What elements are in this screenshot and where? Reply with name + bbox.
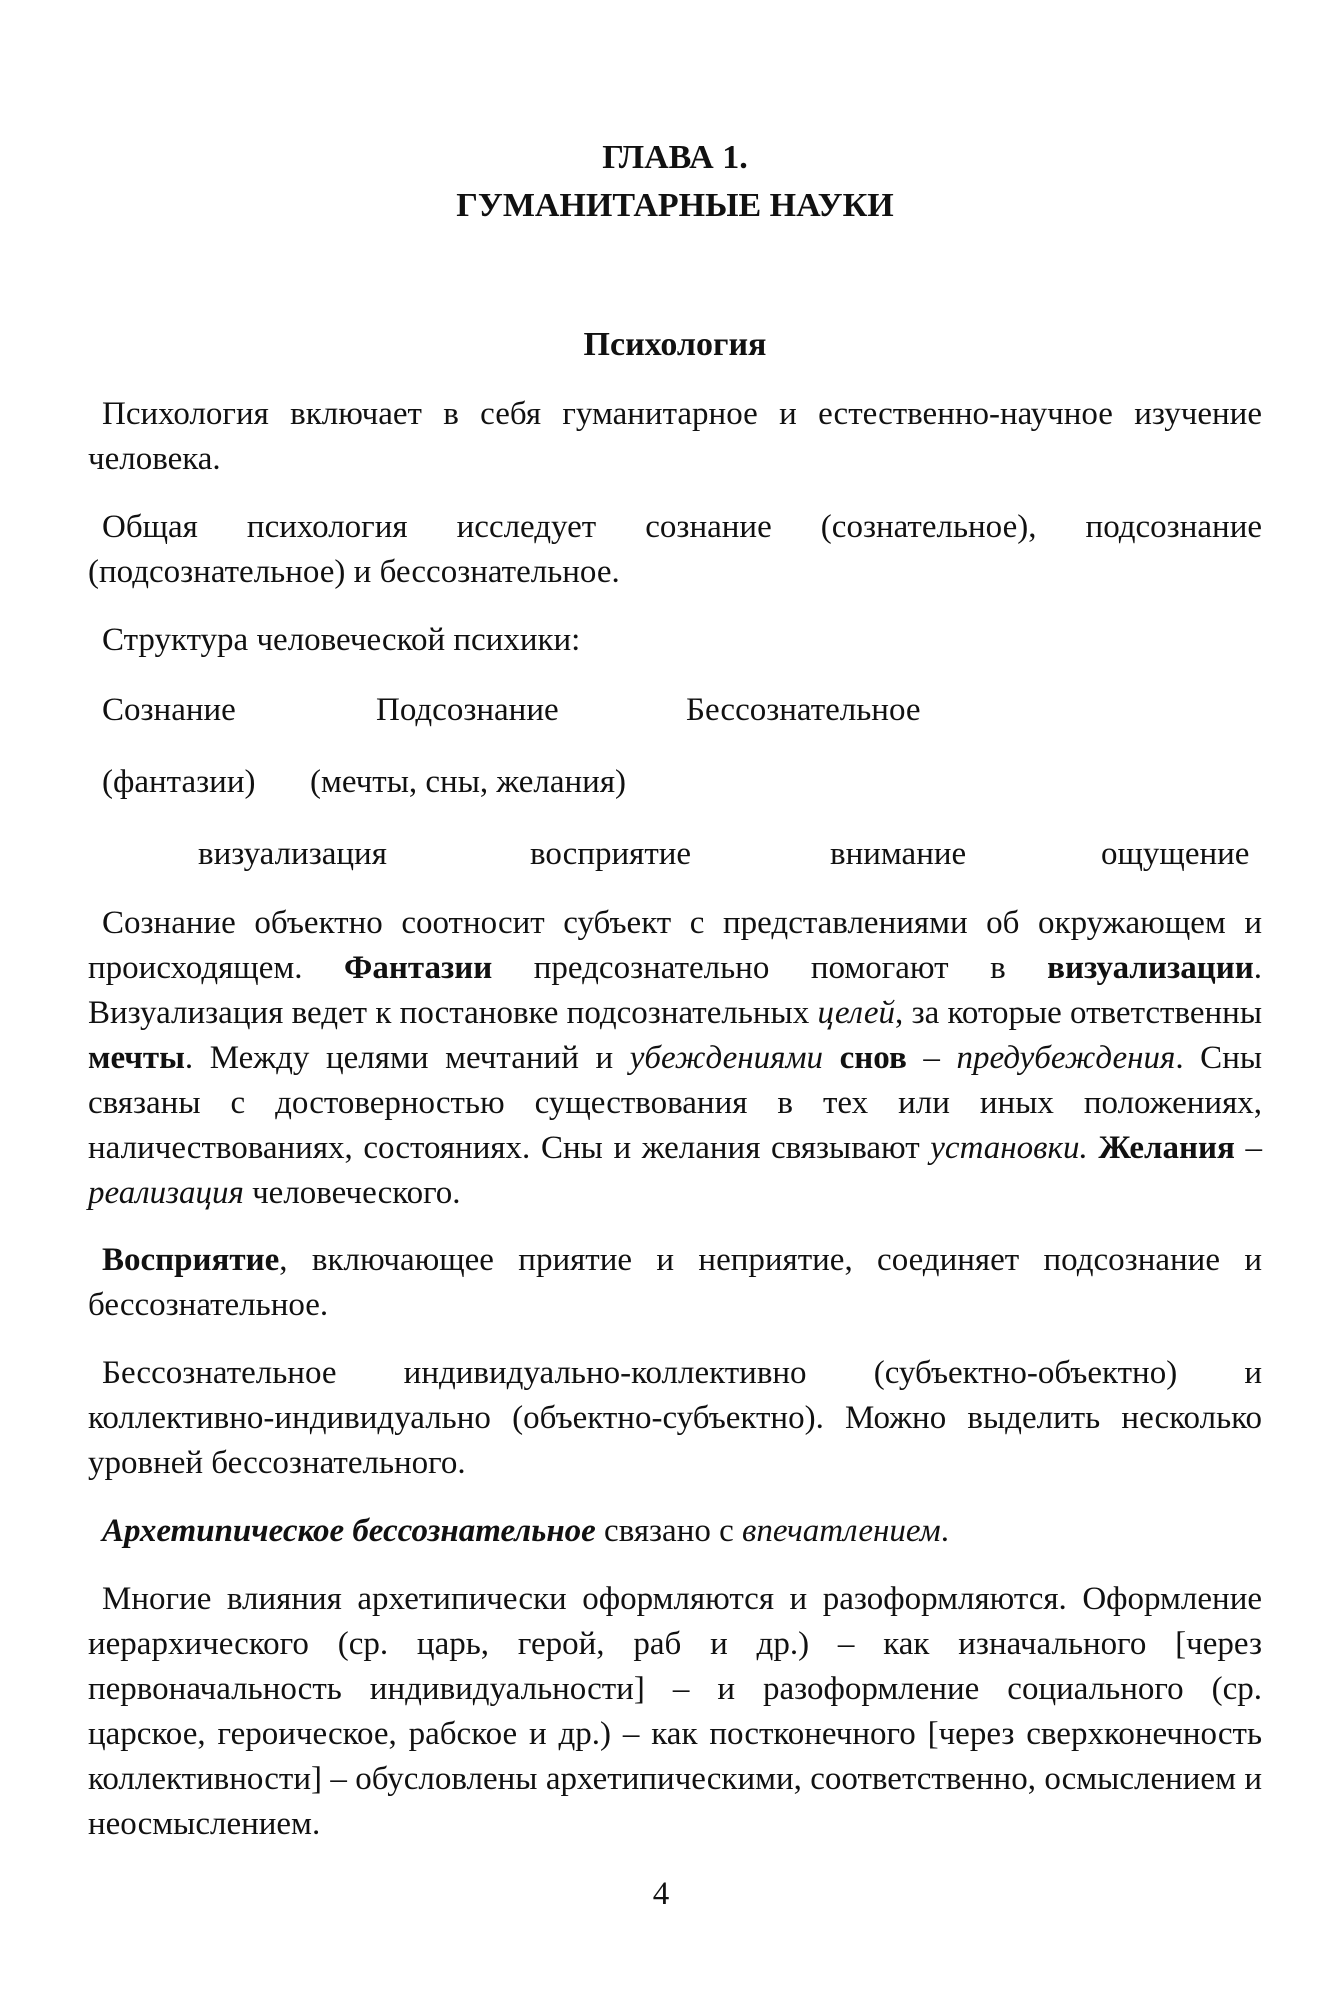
paragraph-unconscious: Бессознательное индивидуально-коллективно (субъектно-объектно) и коллективно-индивидуально (объектно-субъектно). Можно выделить несколько уровней бессознательного. [88,1355,1262,1481]
structure-visualization: визуализация [198,836,387,872]
structure-unconscious: Бессознательное [686,692,921,728]
paragraph-structure-heading: Структура человеческой психики: [102,622,581,658]
term-realization: реализация [88,1175,244,1211]
term-visualization: визуализации [1047,950,1254,986]
text-run: , за которые ответственны [895,995,1262,1031]
text-run: – [906,1040,957,1076]
term-perception: Восприятие [102,1242,280,1278]
page-number: 4 [652,1876,670,1912]
term-attitudes: установки. [930,1130,1088,1166]
text-run: . Визуализация ведет к постановке подсознательных [88,950,1262,1031]
text-run [823,1040,840,1076]
text-run: , включающее приятие и неприятие, соединяет подсознание и бессознательное. [88,1242,1262,1323]
structure-row-levels [88,688,1262,733]
text-run: . Сны связаны с достоверностью существования в тех или иных положениях, наличествованиях, состояниях. Сны и желания связывают [88,1040,1263,1166]
structure-attention: внимание [830,836,967,872]
paragraph-influences: Многие влияния архетипически оформляются и разоформляются. Оформление иерархического (ср. царь, герой, раб и др.) – как изначального [через первоначальность индивидуальности] – и разоформление социального (ср. царское, героическое, рабское и др.) – как постконечного [через сверхконечность коллективности] – обусловлены архетипическими, соответственно, осмыслением и неосмыслением. [88,1581,1262,1842]
structure-sensation: ощущение [1101,836,1250,872]
term-prejudices: предубеждения [956,1040,1176,1076]
term-desires: Желания [1098,1130,1235,1166]
term-archetypal-unconscious: Архетипическое бессознательное [102,1513,596,1549]
text-run: – [1234,1130,1263,1166]
structure-consciousness: Сознание [102,692,236,728]
chapter-title: ГУМАНИТАРНЫЕ НАУКИ [456,187,894,224]
term-goals: целей [817,995,896,1031]
text-run: связано с [595,1513,743,1549]
term-fantasies: Фантазии [344,950,493,986]
structure-dreams-desires: (мечты, сны, желания) [310,764,626,800]
term-dreams: мечты [88,1040,185,1076]
text-run: человеческого. [243,1175,461,1211]
text-run: . Между целями мечтаний и [184,1040,630,1076]
paragraph-consciousness [88,901,1262,1216]
section-title: Психология [583,326,767,363]
text-run: Сознание объектно соотносит субъект с представлениями об окружающем и происходящем. [88,905,1262,986]
structure-fantasies: (фантазии) [102,764,256,800]
chapter-number: ГЛАВА 1. [602,139,748,176]
structure-perception: восприятие [530,836,692,872]
paragraph-general-psychology: Общая психология исследует сознание (сознательное), подсознание (подсознательное) и бессознательное. [88,509,1262,590]
term-beliefs: убеждениями [629,1040,824,1076]
term-impression: впечатлением [742,1513,941,1549]
term-sleep: снов [839,1040,907,1076]
text-run [1088,1130,1099,1166]
text-run: предсознательно помогают в [492,950,1048,986]
text-run: . [940,1513,949,1549]
paragraph-intro: Психология включает в себя гуманитарное и естественно-научное изучение человека. [88,396,1262,477]
paragraph-archetypal [88,1509,1262,1554]
structure-subconscious: Подсознание [376,692,559,728]
paragraph-perception [88,1238,1262,1328]
structure-row-contents [88,760,1262,805]
structure-row-processes [88,832,1262,877]
